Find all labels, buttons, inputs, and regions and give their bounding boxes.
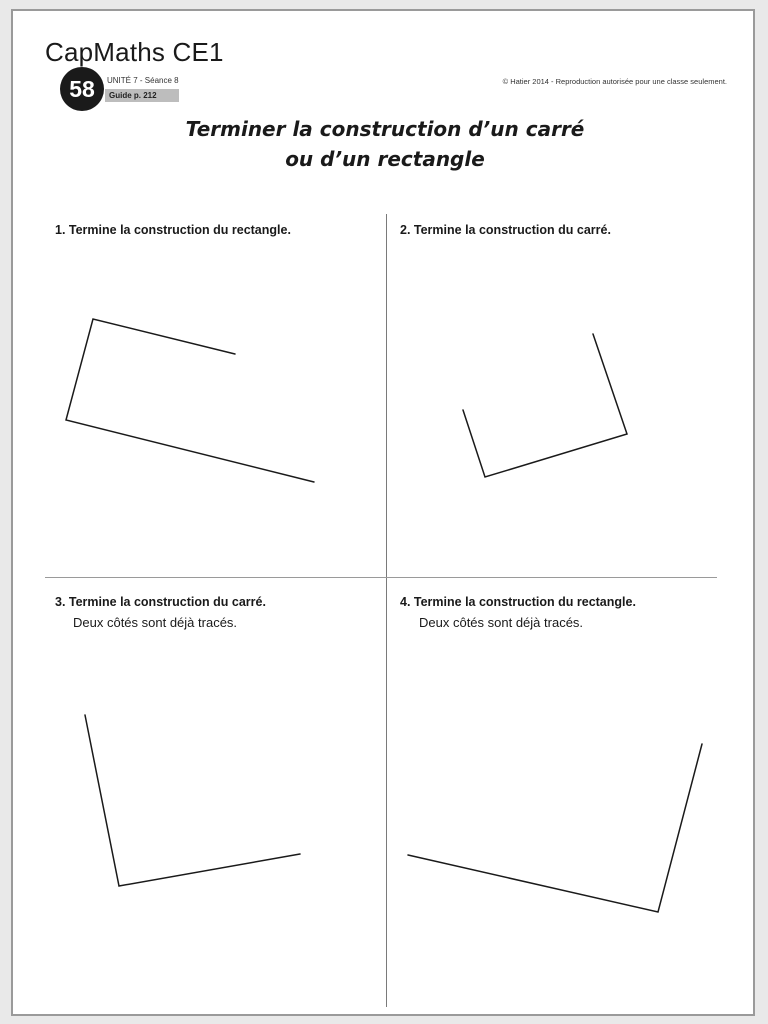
exercise-3-instruction: 3. Termine la construction du carré.	[55, 595, 266, 609]
exercise-4-rectangle-partial	[408, 744, 702, 912]
brand-title: CapMaths CE1	[45, 37, 224, 67]
title-line-2: ou d’un rectangle	[285, 147, 485, 171]
sheet-number-badge: 58	[60, 67, 104, 111]
worksheet-page	[11, 9, 755, 1016]
exercise-2-square-partial	[463, 334, 627, 477]
exercise-3-note: Deux côtés sont déjà tracés.	[73, 615, 238, 630]
copyright-notice: © Hatier 2014 - Reproduction autorisée pour une classe seulement.	[502, 77, 727, 86]
exercise-2-instruction: 2. Termine la construction du carré.	[400, 223, 611, 237]
exercise-4-note: Deux côtés sont déjà tracés.	[419, 615, 584, 630]
title-line-1: Terminer la construction d’un carré	[185, 117, 585, 141]
exercise-1-instruction: 1. Termine la construction du rectangle.	[55, 223, 291, 237]
guide-page-label: Guide p. 212	[105, 89, 179, 102]
exercise-4-instruction: 4. Termine la construction du rectangle.	[400, 595, 636, 609]
unit-session-label: UNITÉ 7 - Séance 8	[107, 76, 179, 85]
exercise-1-rectangle-partial	[66, 319, 314, 482]
exercise-3-square-partial	[85, 715, 300, 886]
construction-drawings	[13, 11, 757, 1018]
